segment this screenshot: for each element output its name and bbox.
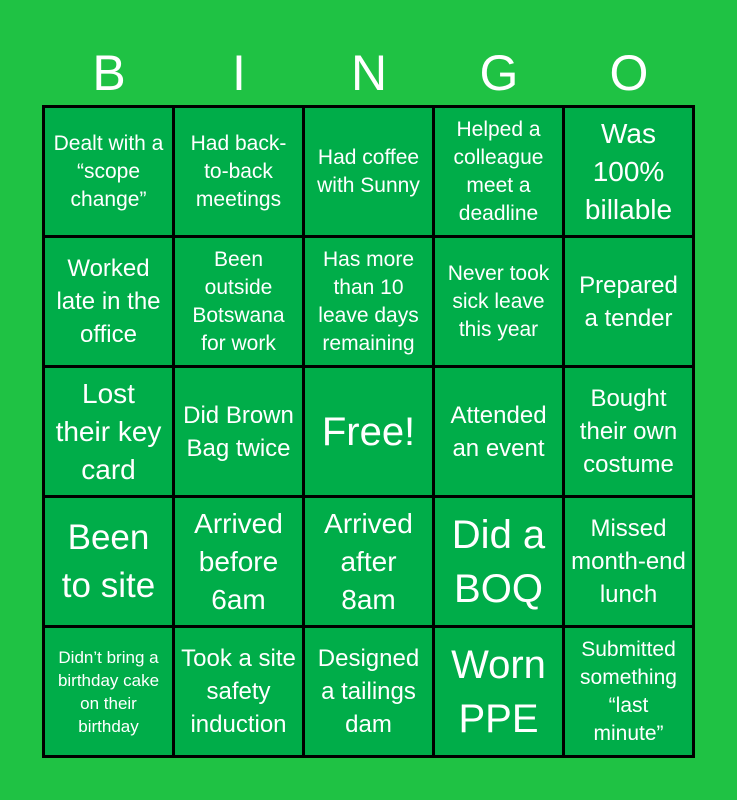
bingo-cell[interactable]: Lost their key card (45, 368, 172, 495)
bingo-cell[interactable]: Prepared a tender (565, 238, 692, 365)
bingo-cell[interactable]: Did a BOQ (435, 498, 562, 625)
header-letter-b: B (92, 45, 126, 101)
bingo-cell[interactable]: Missed month-end lunch (565, 498, 692, 625)
bingo-cell[interactable]: Didn’t bring a birthday cake on their birthday (45, 628, 172, 755)
bingo-header (44, 40, 694, 106)
free-space-cell[interactable]: Free! (305, 368, 432, 495)
bingo-cell[interactable]: Did Brown Bag twice (175, 368, 302, 495)
bingo-card (42, 105, 695, 758)
header-letter-o: O (609, 45, 649, 101)
bingo-cell[interactable]: Had back-to-back meetings (175, 108, 302, 235)
bingo-cell[interactable]: Bought their own costume (565, 368, 692, 495)
bingo-cell[interactable]: Worn PPE (435, 628, 562, 755)
bingo-cell[interactable]: Been to site (45, 498, 172, 625)
bingo-cell[interactable]: Had coffee with Sunny (305, 108, 432, 235)
bingo-cell[interactable]: Arrived after 8am (305, 498, 432, 625)
bingo-cell[interactable]: Submitted something “last minute” (565, 628, 692, 755)
header-letter-g: G (479, 45, 519, 101)
bingo-cell[interactable]: Dealt with a “scope change” (45, 108, 172, 235)
bingo-cell[interactable]: Took a site safety induction (175, 628, 302, 755)
bingo-cell[interactable]: Been outside Botswana for work (175, 238, 302, 365)
bingo-cell[interactable]: Attended an event (435, 368, 562, 495)
header-letter-n: N (350, 45, 388, 101)
bingo-cell[interactable]: Arrived before 6am (175, 498, 302, 625)
bingo-cell[interactable]: Designed a tailings dam (305, 628, 432, 755)
header-letter-i: I (232, 45, 246, 101)
bingo-cell[interactable]: Has more than 10 leave days remaining (305, 238, 432, 365)
bingo-cell[interactable]: Helped a colleague meet a deadline (435, 108, 562, 235)
bingo-cell[interactable]: Worked late in the office (45, 238, 172, 365)
bingo-cell[interactable]: Was 100% billable (565, 108, 692, 235)
bingo-cell[interactable]: Never took sick leave this year (435, 238, 562, 365)
